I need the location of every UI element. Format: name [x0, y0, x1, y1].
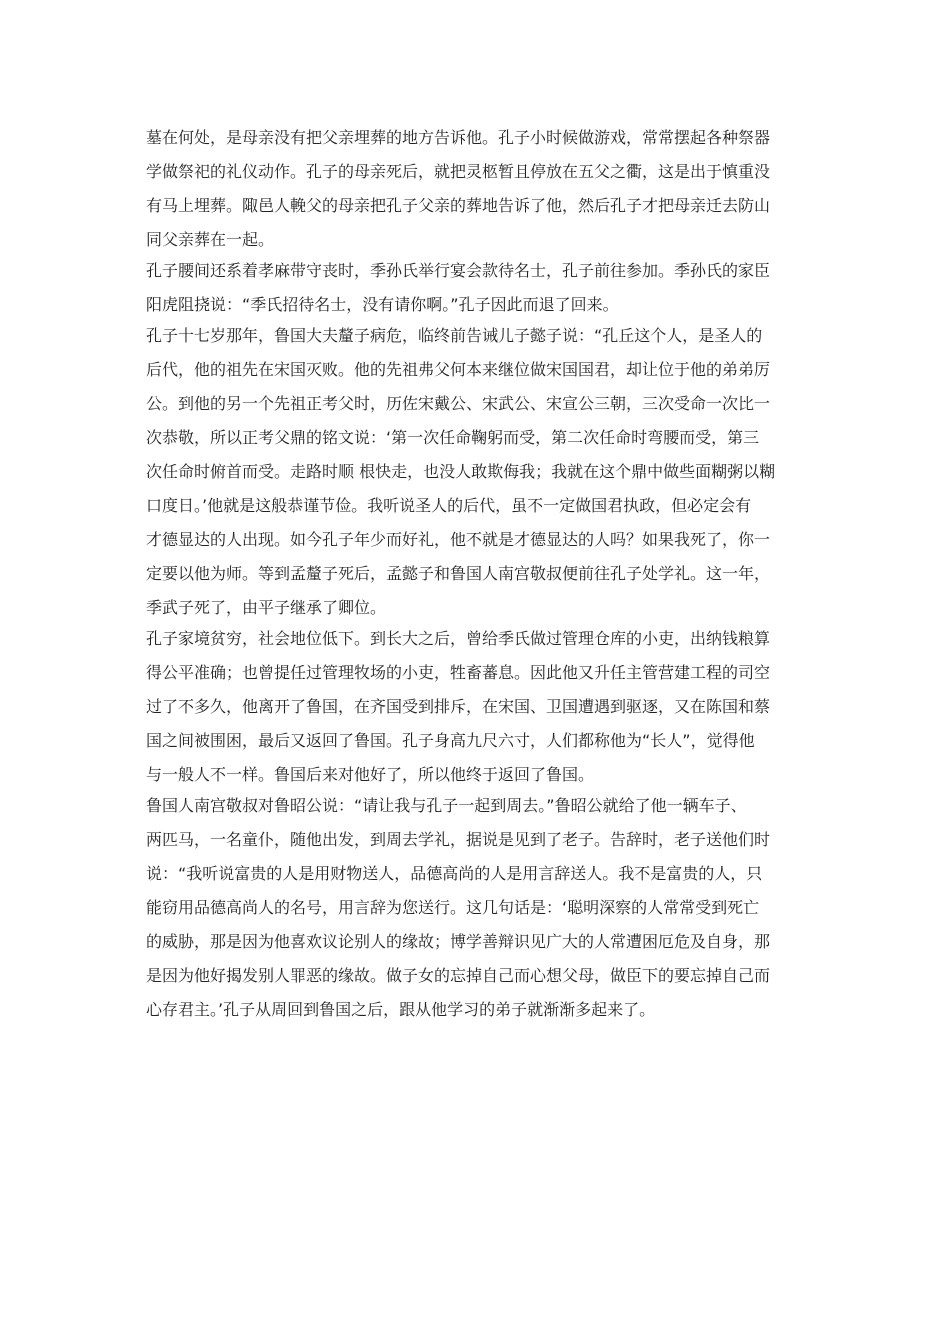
text-line: 能窃用品德高尚人的名号，用言辞为您送行。这几句话是：‘聪明深察的人常常受到死亡 — [146, 898, 760, 917]
paragraph-4 — [146, 622, 806, 792]
text-line: 口度日。’他就是这般恭谨节俭。我听说圣人的后代，虽不一定做国君执政，但必定会有 — [146, 496, 752, 515]
text-line: 是因为他好揭发别人罪恶的缘故。做子女的忘掉自己而心想父母，做臣下的要忘掉自己而 — [146, 966, 771, 985]
text-line: 定要以他为师。等到孟釐子死后，孟懿子和鲁国人南宫敬叔便前往孔子处学礼。这一年， — [146, 564, 771, 583]
body-text — [146, 121, 806, 1027]
text-line: 孔子十七岁那年，鲁国大夫釐子病危，临终前告诫儿子懿子说：“孔丘这个人，是圣人的 — [146, 326, 763, 345]
paragraph-1 — [146, 121, 806, 257]
text-line: 鲁国人南宫敬叔对鲁昭公说：“请让我与孔子一起到周去。”鲁昭公就给了他一辆车子、 — [146, 796, 747, 815]
text-line: 过了不多久，他离开了鲁国，在齐国受到排斥，在宋国、卫国遭遇到驱逐，又在陈国和蔡 — [146, 697, 771, 716]
text-line: 公。到他的另一个先祖正考父时，历佐宋戴公、宋武公、宋宣公三朝，三次受命一次比一 — [146, 394, 771, 413]
text-line: 两匹马，一名童仆，随他出发，到周去学礼，据说是见到了老子。告辞时，老子送他们时 — [146, 830, 771, 849]
text-line: 国之间被围困，最后又返回了鲁国。孔子身高九尺六寸，人们都称他为“长人”，觉得他 — [146, 731, 755, 750]
text-line: 阳虎阻挠说：“季氏招待名士，没有请你啊。”孔子因此而退了回来。 — [146, 295, 619, 314]
text-line: 次恭敬，所以正考父鼎的铭文说：‘第一次任命鞠躬而受，第二次任命时弯腰而受，第三 — [146, 428, 760, 447]
text-line: 墓在何处，是母亲没有把父亲埋葬的地方告诉他。孔子小时候做游戏，常常摆起各种祭器 — [146, 128, 771, 147]
paragraph-5 — [146, 789, 806, 1027]
text-line: 次任命时俯首而受。走路时顺 根快走，也没人敢欺侮我；我就在这个鼎中做些面糊粥以糊 — [146, 462, 776, 481]
text-line: 学做祭祀的礼仪动作。孔子的母亲死后，就把灵柩暂且停放在五父之衢，这是出于慎重没 — [146, 162, 771, 181]
paragraph-2 — [146, 254, 806, 322]
text-line: 孔子腰间还系着孝麻带守丧时，季孙氏举行宴会款待名士，孔子前往参加。季孙氏的家臣 — [146, 261, 771, 280]
text-line: 有马上埋葬。陬邑人輓父的母亲把孔子父亲的葬地告诉了他，然后孔子才把母亲迁去防山 — [146, 196, 771, 215]
text-line: 说：“我听说富贵的人是用财物送人，品德高尚的人是用言辞送人。我不是富贵的人，只 — [146, 864, 763, 883]
text-line: 心存君主。’孔子从周回到鲁国之后，跟从他学习的弟子就渐渐多起来了。 — [146, 1000, 656, 1019]
text-line: 孔子家境贫穷，社会地位低下。到长大之后，曾给季氏做过管理仓库的小吏，出纳钱粮算 — [146, 629, 771, 648]
text-line: 季武子死了，由平子继承了卿位。 — [146, 598, 387, 617]
paragraph-3 — [146, 319, 806, 625]
text-line: 同父亲葬在一起。 — [146, 230, 275, 249]
text-line: 得公平准确；也曾提任过管理牧场的小吏，牲畜蕃息。因此他又升任主管营建工程的司空 — [146, 663, 771, 682]
text-line: 才德显达的人出现。如今孔子年少而好礼，他不就是才德显达的人吗？如果我死了，你一 — [146, 530, 771, 549]
text-line: 与一般人不一样。鲁国后来对他好了，所以他终于返回了鲁国。 — [146, 765, 595, 784]
text-line: 的威胁，那是因为他喜欢议论别人的缘故；博学善辩识见广大的人常遭困厄危及自身，那 — [146, 932, 771, 951]
text-line: 后代，他的祖先在宋国灭败。他的先祖弗父何本来继位做宋国国君，却让位于他的弟弟厉 — [146, 360, 771, 379]
